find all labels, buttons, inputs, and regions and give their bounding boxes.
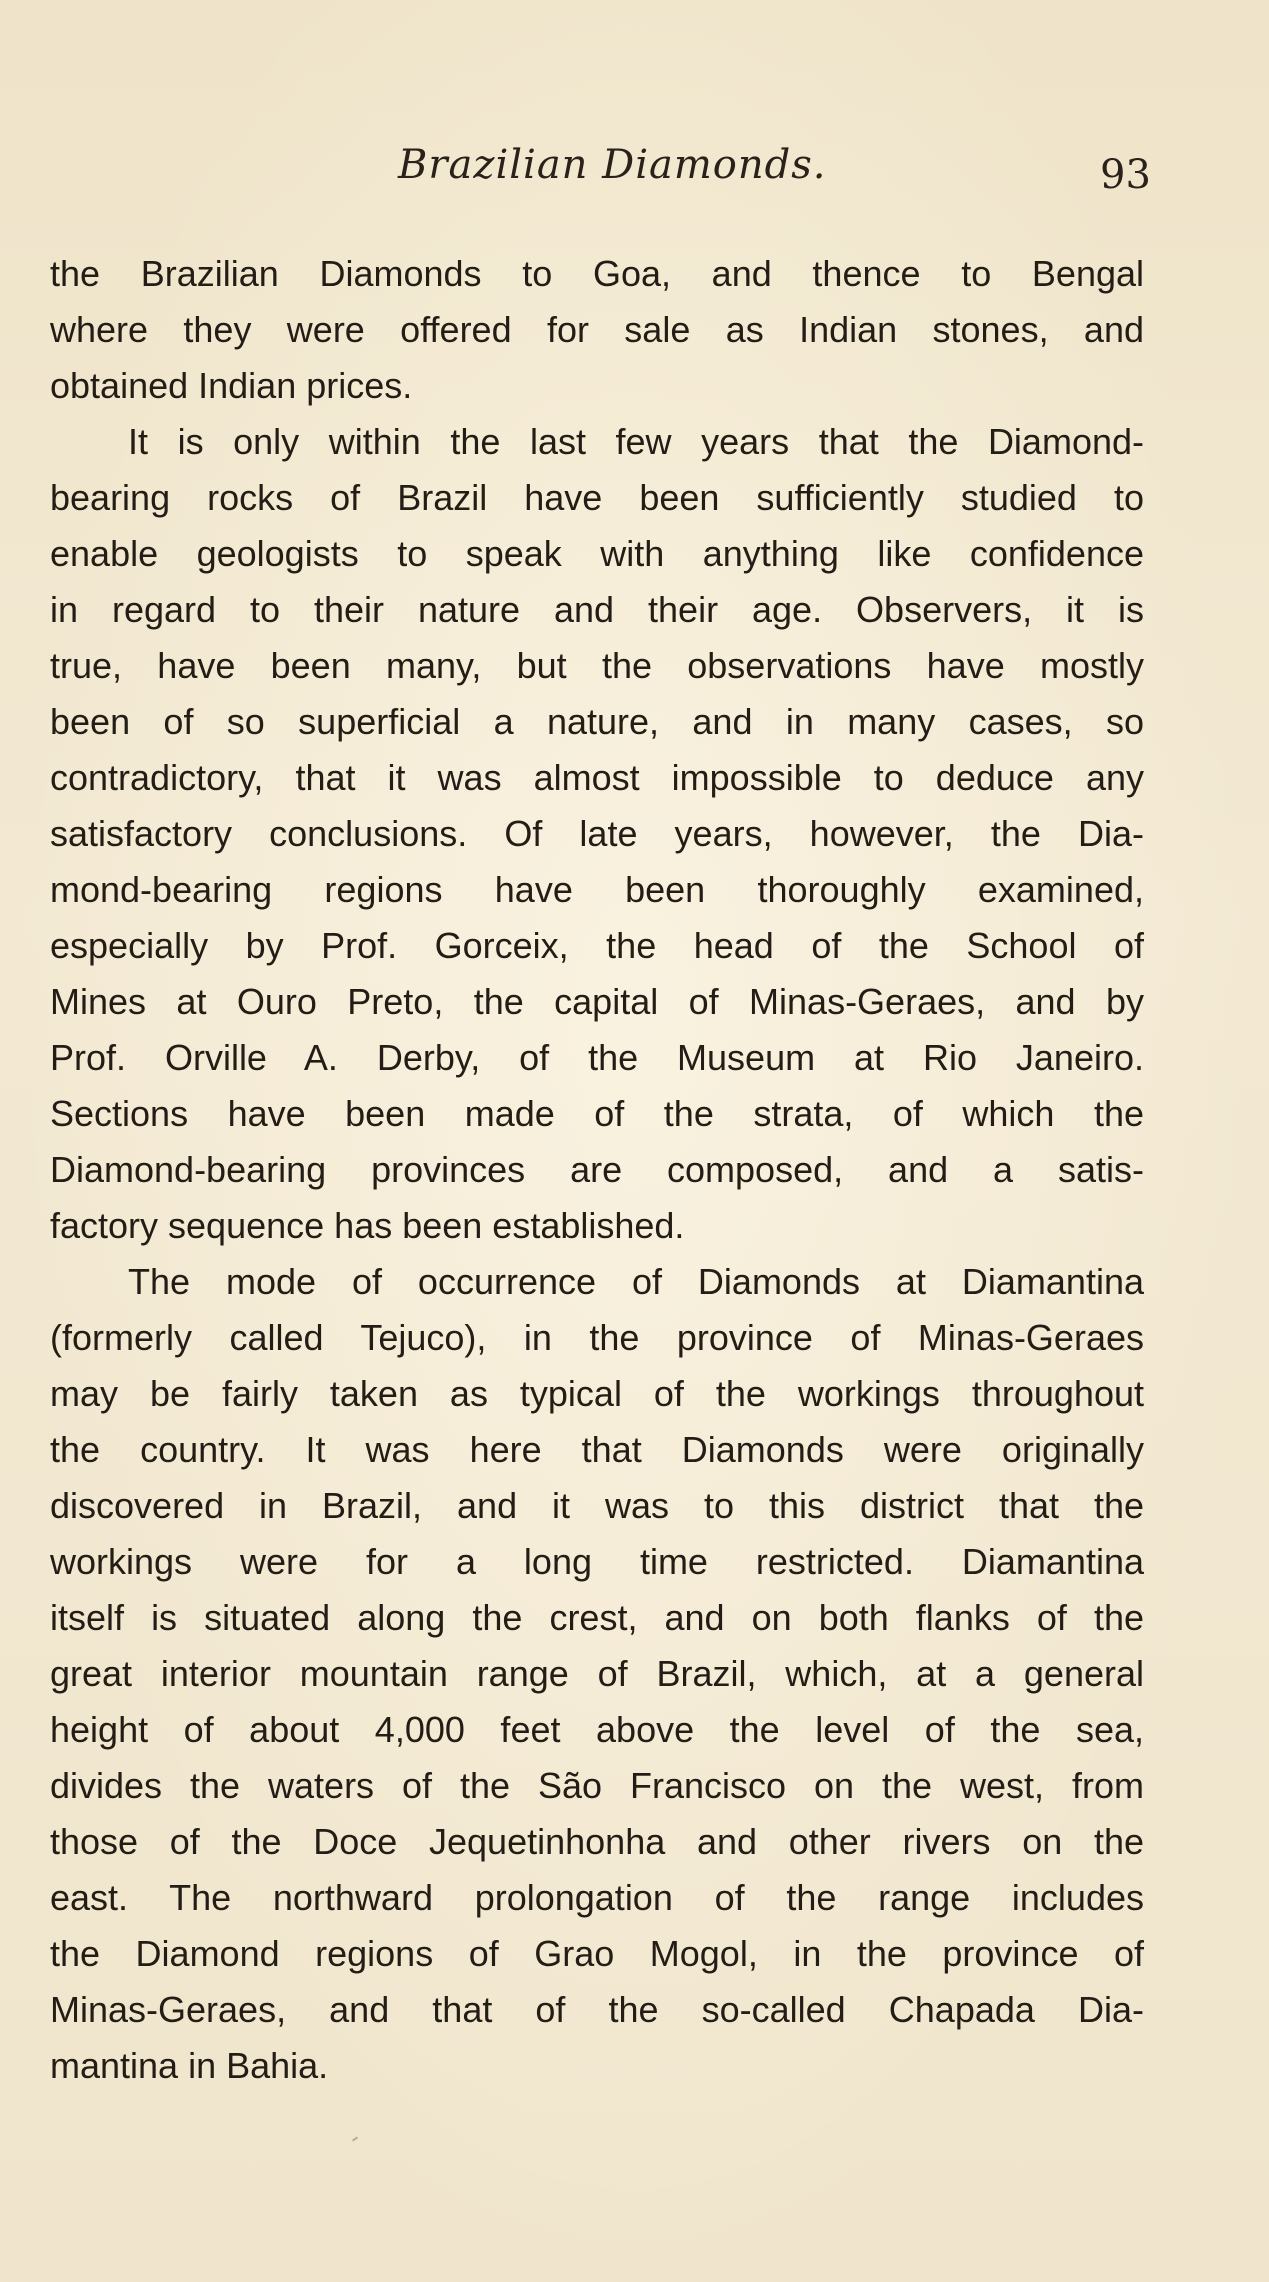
text-line: discovered in Brazil, and it was to this district that the — [50, 1485, 1144, 1526]
page-number: 93 — [1100, 152, 1151, 198]
text-line: great interior mountain range of Brazil, which, at a general — [50, 1653, 1144, 1694]
text-line: enable geologists to speak with anything like confidence — [50, 533, 1144, 574]
text-line: divides the waters of the São Francisco on the west, from — [50, 1765, 1144, 1806]
text-line: Prof. Orville A. Derby, of the Museum at Rio Janeiro. — [50, 1037, 1144, 1078]
text-line: mond-bearing regions have been thoroughly examined, — [50, 869, 1144, 910]
running-head — [0, 138, 1269, 198]
text-line: Sections have been made of the strata, of which the — [50, 1093, 1144, 1134]
text-line: may be fairly taken as typical of the workings throughout — [50, 1373, 1144, 1414]
text-line: satisfactory conclusions. Of late years, however, the Dia- — [50, 813, 1144, 854]
text-line: obtained Indian prices. — [50, 365, 413, 406]
text-line: been of so superficial a nature, and in many cases, so — [50, 701, 1144, 742]
text-line: Mines at Ouro Preto, the capital of Minas-Geraes, and by — [50, 981, 1144, 1022]
text-line: Diamond-bearing provinces are composed, and a satis- — [50, 1149, 1144, 1190]
text-line: where they were offered for sale as Indian stones, and — [50, 309, 1144, 350]
text-line: Minas-Geraes, and that of the so-called Chapada Dia- — [50, 1989, 1144, 2030]
running-title: Brazilian Diamonds. — [398, 142, 827, 188]
text-line: itself is situated along the crest, and on both flanks of the — [50, 1597, 1144, 1638]
text-line: the Diamond regions of Grao Mogol, in the province of — [50, 1933, 1144, 1974]
text-line: mantina in Bahia. — [50, 2045, 329, 2086]
paper-speck — [352, 2136, 358, 2141]
text-line: in regard to their nature and their age. Observers, it is — [50, 589, 1144, 630]
text-line: especially by Prof. Gorceix, the head of the School of — [50, 925, 1144, 966]
text-line: It is only within the last few years that the Diamond- — [128, 421, 1144, 462]
text-line: bearing rocks of Brazil have been sufficiently studied to — [50, 477, 1144, 518]
text-line: contradictory, that it was almost impossible to deduce any — [50, 757, 1144, 798]
text-line: height of about 4,000 feet above the level of the sea, — [50, 1709, 1144, 1750]
text-line: those of the Doce Jequetinhonha and other rivers on the — [50, 1821, 1144, 1862]
text-line: east. The northward prolongation of the range includes — [50, 1877, 1144, 1918]
text-line: The mode of occurrence of Diamonds at Diamantina — [128, 1261, 1144, 1302]
body-text — [50, 246, 1144, 2094]
text-line: (formerly called Tejuco), in the province of Minas-Geraes — [50, 1317, 1144, 1358]
text-line: the Brazilian Diamonds to Goa, and thence to Bengal — [50, 253, 1144, 294]
text-line: true, have been many, but the observations have mostly — [50, 645, 1144, 686]
text-line: the country. It was here that Diamonds were originally — [50, 1429, 1144, 1470]
text-line: workings were for a long time restricted. Diamantina — [50, 1541, 1144, 1582]
text-line: factory sequence has been established. — [50, 1205, 685, 1246]
